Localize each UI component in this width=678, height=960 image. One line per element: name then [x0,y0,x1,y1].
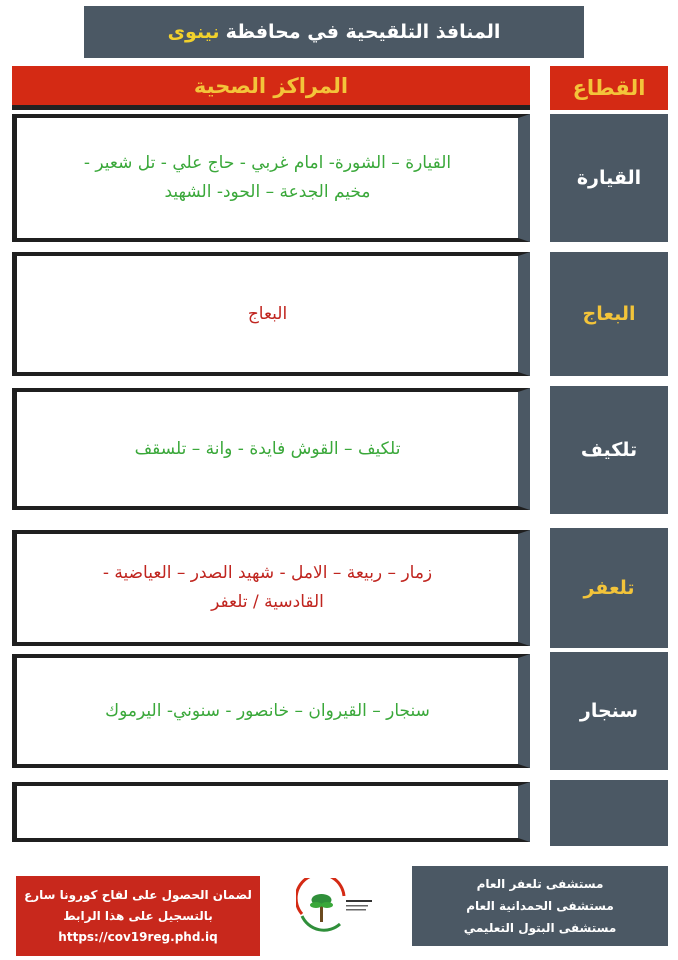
centers-text-line: مخيم الجدعة – الحود- الشهيد [164,182,371,202]
sector-cell-tilkaif: تلكيف [550,386,668,514]
hospital-item: مستشفى الحمدانية العام [466,899,614,913]
centers-text-line: القيارة – الشورة- امام غربي - حاج علي - تل شعير - [83,153,452,173]
hospital-item: مستشفى البتول التعليمي [463,921,617,935]
sector-cell-empty [550,780,668,846]
title-main: المنافذ التلقيحية في محافظة [225,21,501,43]
centers-cell-empty [12,782,530,842]
sector-cell-talafar: تلعفر [550,528,668,648]
ministry-logo [296,878,376,938]
sector-column-header: القطاع [550,66,668,110]
hospitals-list [412,866,668,946]
centers-text-line: البعاج [247,303,288,324]
centers-text-line: زمار – ربيعة – الامل - شهيد الصدر – العياضية - [102,563,433,583]
sector-cell-qayyarah: القيارة [550,114,668,242]
centers-cell-tilkaif [12,388,530,510]
centers-text-line: القادسية / تلعفر [211,592,324,612]
centers-column-header: المراكز الصحية [12,66,530,110]
centers-cell-baaj [12,252,530,376]
title-province: نينوى [167,21,220,43]
page-title [84,6,584,58]
centers-cell-talafar [12,530,530,646]
ministry-logo-icon [296,878,376,938]
notice-line: بالتسجيل على هذا الرابط [63,908,213,923]
sector-cell-sinjar: سنجار [550,652,668,770]
centers-cell-sinjar [12,654,530,768]
hospital-item: مستشفى تلعفر العام [476,877,604,891]
registration-link[interactable]: https://cov19reg.phd.iq [58,929,218,944]
registration-notice [16,876,260,956]
notice-line: لضمان الحصول على لقاح كورونا سارع [24,887,252,902]
sector-cell-baaj: البعاج [550,252,668,376]
centers-cell-qayyarah [12,114,530,242]
centers-text-line: تلكيف – القوش فايدة - وانة – تلسقف [134,438,401,459]
centers-text-line: سنجار – القيروان – خانصور - سنوني- اليرموك [105,700,430,721]
